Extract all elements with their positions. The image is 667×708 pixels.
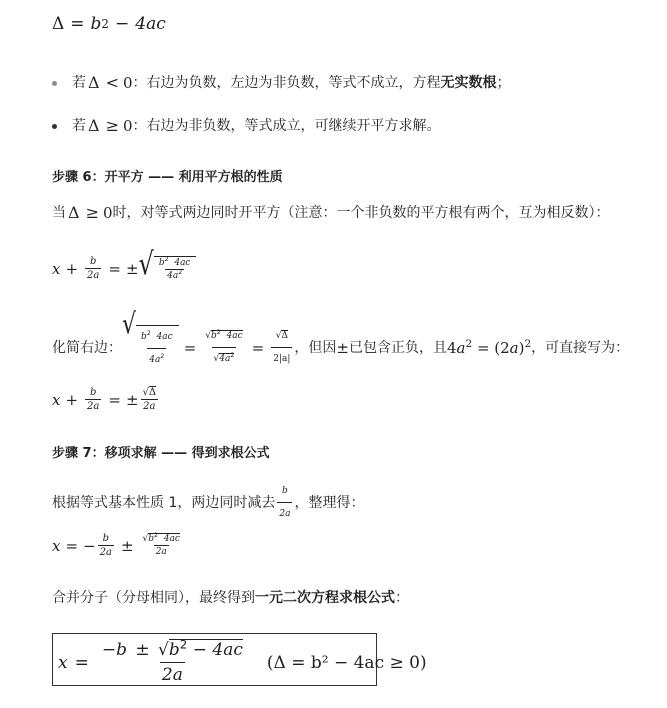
bullet-item-no-real-roots: 若 Δ < 0 ：右边为负数，左边为非负数，等式不成立，方程 无实数根 ； <box>72 73 511 92</box>
step7-equation: x = − $\frac{b}{2a}$ ± $\frac{√b^2 4ac}{2a}$ <box>52 532 180 558</box>
bullet-item-real-roots: 若 Δ ≥ 0 ：右边为非负数，等式成立，可继续开平方求解。 <box>72 116 441 135</box>
delta-definition: Δ = b 2 − 4ac <box>52 14 166 34</box>
sqrt-equation: x + $\frac{b}{2a}$ = ± √ $\frac{b^2 4ac}{4a^2}$ <box>52 256 196 281</box>
quadratic-formula: x = $\frac{-b \pm √b^2 - 4ac}{2a}$ (Δ = b² − 4ac ≥ 0) <box>58 637 427 685</box>
simplified-equation: x + $\frac{b}{2a}$ = ± $\frac{√\Delta}{2a}$ <box>52 387 157 412</box>
step7-heading: 步骤 7：移项求解 —— 得到求根公式 <box>52 446 270 461</box>
bullet-dot <box>52 124 57 129</box>
step7-intro: 根据等式基本性质 1，两边同时减去 $\frac{b}{2a}$ ，整理得： <box>52 481 364 524</box>
sqrt-radical: √ $\frac{b^2 4ac}{4a^2}$ <box>139 256 197 281</box>
step6-heading: 步骤 6：开平方 —— 利用平方根的性质 <box>52 170 283 185</box>
step6-intro: 当 Δ ≥ 0 时，对等式两边同时开平方（注意：一个非负数的平方根有两个，互为相反数）： <box>52 203 610 222</box>
discriminant-condition: (Δ = b² − 4ac ≥ 0) <box>266 652 427 673</box>
simplify-line: 化简右边： √ $\frac{b^2 4ac}{4a^2}$ = $\frac{√b^2 4ac}{√4a^2}$ = $\frac{√\Delta}{2|a|}$ ，但因 ± 已包含正负，且 $4a^2 = (2a)^2$ ，可直接写为： <box>52 325 629 370</box>
step7-combine: 合并分子（分母相同），最终得到 一元二次方程求根公式 ： <box>52 590 409 606</box>
bullet-dot <box>52 81 57 86</box>
fraction-b-over-2a: $\frac{b}{2a}$ <box>87 256 100 281</box>
delta-symbol: Δ <box>52 14 65 34</box>
